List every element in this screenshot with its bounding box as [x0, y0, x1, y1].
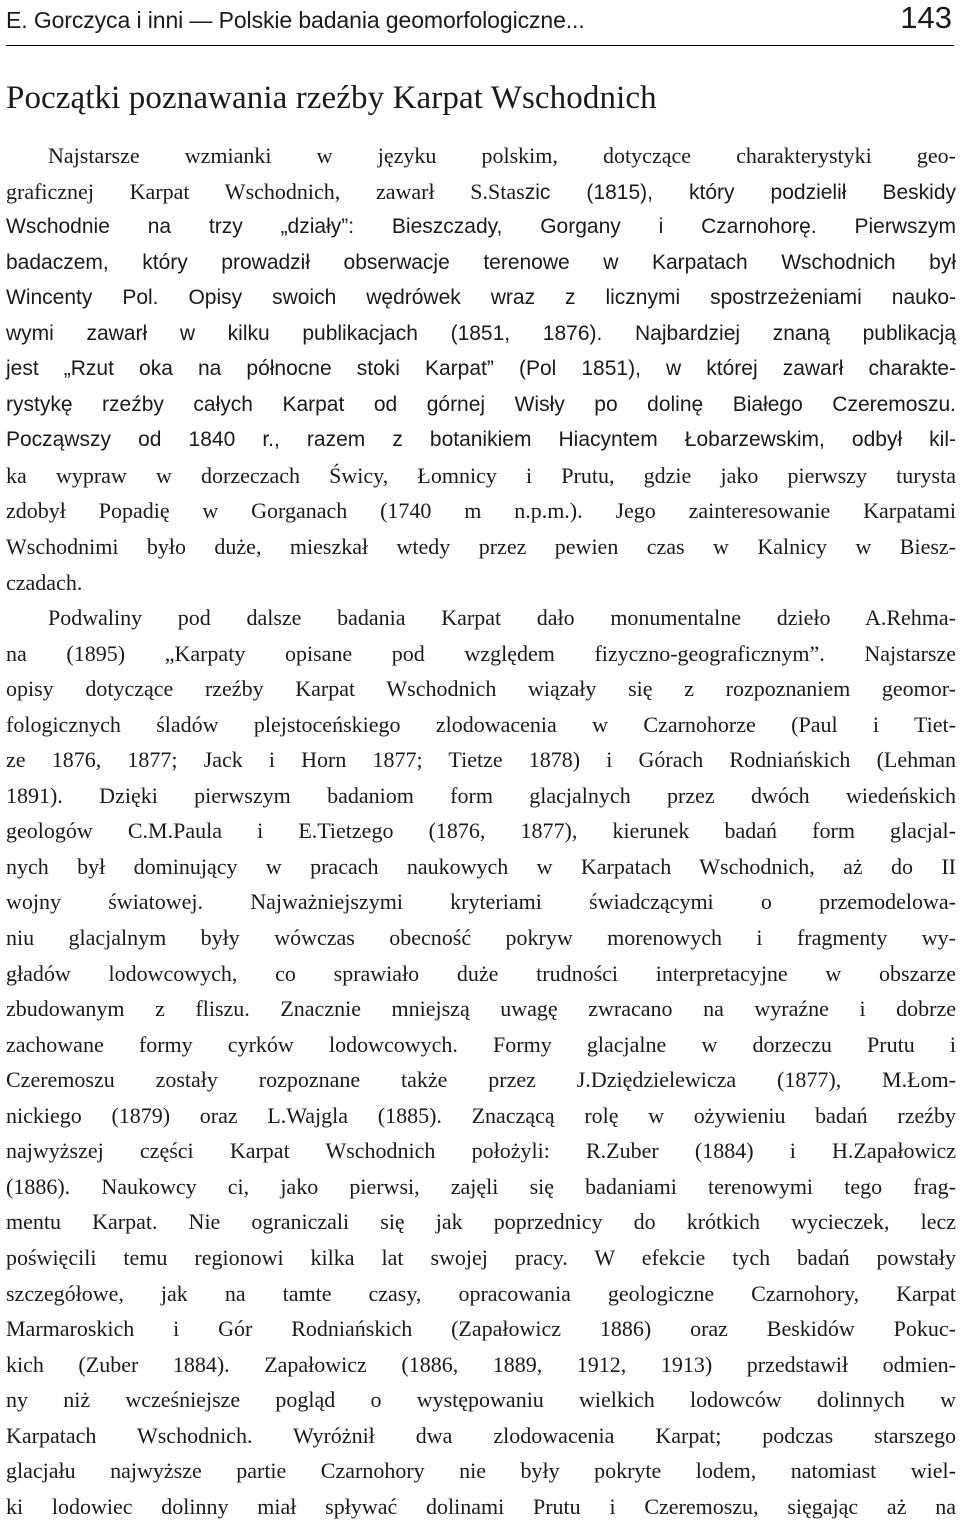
page-number: 143	[900, 0, 952, 35]
text-line: fologicznych śladów plejstoceńskiego zlodowacenia w Czarnohorze (Paul i Tiet-	[6, 711, 956, 737]
text-line: badaczem, który prowadził obserwacje terenowe w Karpatach Wschodnich był	[6, 250, 956, 274]
text-line: Czeremoszu zostały rozpoznane także przez J.Dziędzielewicza (1877), M.Łom-	[6, 1067, 956, 1093]
section-title: Początki poznawania rzeźby Karpat Wschodnich	[6, 80, 657, 116]
text-line: Począwszy od 1840 r., razem z botanikiem Hiacyntem Łobarzewskim, odbył kil-	[6, 428, 956, 452]
text-line: czadach.	[6, 569, 83, 595]
text-line: Wincenty Pol. Opisy swoich wędrówek wraz z licznymi spostrzeżeniami nauko-	[6, 286, 956, 310]
text-line: ki lodowiec dolinny miał spływać dolinami Prutu i Czeremoszu, sięgając aż na	[6, 1493, 956, 1519]
text-line: szczegółowe, jak na tamte czasy, opracowania geologiczne Czarnohory, Karpat	[6, 1280, 956, 1306]
text-line: nych był dominujący w pracach naukowych w Karpatach Wschodnich, aż do II	[6, 853, 956, 879]
text-line: na (1895) „Karpaty opisane pod względem fizyczno-geograficznym”. Najstarsze	[6, 640, 956, 666]
text-line: zdobył Popadię w Gorganach (1740 m n.p.m.). Jego zainteresowanie Karpatami	[6, 498, 956, 524]
text-line: Wschodnimi było duże, mieszkał wtedy przez pewien czas w Kalnicy w Biesz-	[6, 534, 956, 560]
header-rule	[6, 45, 954, 46]
text-line: Marmaroskich i Gór Rodniańskich (Zapałowicz 1886) oraz Beskidów Pokuc-	[6, 1316, 956, 1342]
text-line: najwyższej części Karpat Wschodnich położyli: R.Zuber (1884) i H.Zapałowicz	[6, 1138, 956, 1164]
text-line: (1886). Naukowcy ci, jako pierwsi, zajęli się badaniami terenowymi tego frag-	[6, 1173, 956, 1199]
text-line: gładów lodowcowych, co sprawiało duże trudności interpretacyjne w obszarze	[6, 960, 956, 986]
text-line: ka wypraw w dorzeczach Świcy, Łomnicy i Prutu, gdzie jako pierwszy turysta	[6, 462, 956, 488]
body-text	[6, 138, 956, 1524]
text-line: graficznej Karpat Wschodnich, zawarł S.Staszic (1815), który podzielił Beskidy	[6, 178, 956, 204]
text-line: Karpatach Wschodnich. Wyróżnił dwa zlodowacenia Karpat; podczas starszego	[6, 1422, 956, 1448]
text-line: 1891). Dzięki pierwszym badaniom form glacjalnych przez dwóch wiedeńskich	[6, 782, 956, 808]
text-line: nickiego (1879) oraz L.Wajgla (1885). Znaczącą rolę w ożywieniu badań rzeźby	[6, 1102, 956, 1128]
text-line: Najstarsze wzmianki w języku polskim, dotyczące charakterystyki geo-	[48, 143, 956, 168]
text-line: rystykę rzeźby całych Karpat od górnej Wisły po dolinę Białego Czeremoszu.	[6, 392, 956, 416]
text-line: wymi zawarł w kilku publikacjach (1851, 1876). Najbardziej znaną publikacją	[6, 321, 956, 345]
text-line: ny niż wcześniejsze pogląd o występowaniu wielkich lodowców dolinnych w	[6, 1387, 956, 1413]
text-line: geologów C.M.Paula i E.Tietzego (1876, 1877), kierunek badań form glacjal-	[6, 818, 956, 844]
text-line: Wschodnie na trzy „działy”: Bieszczady, Gorgany i Czarnohorę. Pierwszym	[6, 215, 956, 239]
text-line: zbudowanym z fliszu. Znacznie mniejszą uwagę zwracano na wyraźne i dobrze	[6, 996, 956, 1022]
running-title: E. Gorczyca i inni — Polskie badania geomorfologiczne...	[6, 7, 585, 33]
text-line: wojny światowej. Najważniejszymi kryteriami świadczącymi o przemodelowa-	[6, 889, 956, 915]
running-header	[6, 0, 954, 40]
text-line: glacjału najwyższe partie Czarnohory nie były pokryte lodem, natomiast wiel-	[6, 1458, 956, 1484]
text-line: ze 1876, 1877; Jack i Horn 1877; Tietze 1878) i Górach Rodniańskich (Lehman	[6, 747, 956, 773]
text-line: mentu Karpat. Nie ograniczali się jak poprzednicy do krótkich wycieczek, lecz	[6, 1209, 956, 1235]
text-line: opisy dotyczące rzeźby Karpat Wschodnich wiązały się z rozpoznaniem geomor-	[6, 676, 956, 702]
text-line: jest „Rzut oka na północne stoki Karpat” (Pol 1851), w której zawarł charakte-	[6, 357, 956, 381]
text-line: poświęcili temu regionowi kilka lat swojej pracy. W efekcie tych badań powstały	[6, 1244, 956, 1270]
text-line: niu glacjalnym były wówczas obecność pokryw morenowych i fragmenty wy-	[6, 925, 956, 951]
text-line: kich (Zuber 1884). Zapałowicz (1886, 1889, 1912, 1913) przedstawił odmien-	[6, 1351, 956, 1377]
text-line: Podwaliny pod dalsze badania Karpat dało monumentalne dzieło A.Rehma-	[48, 605, 956, 631]
text-line: zachowane formy cyrków lodowcowych. Formy glacjalne w dorzeczu Prutu i	[6, 1031, 956, 1057]
